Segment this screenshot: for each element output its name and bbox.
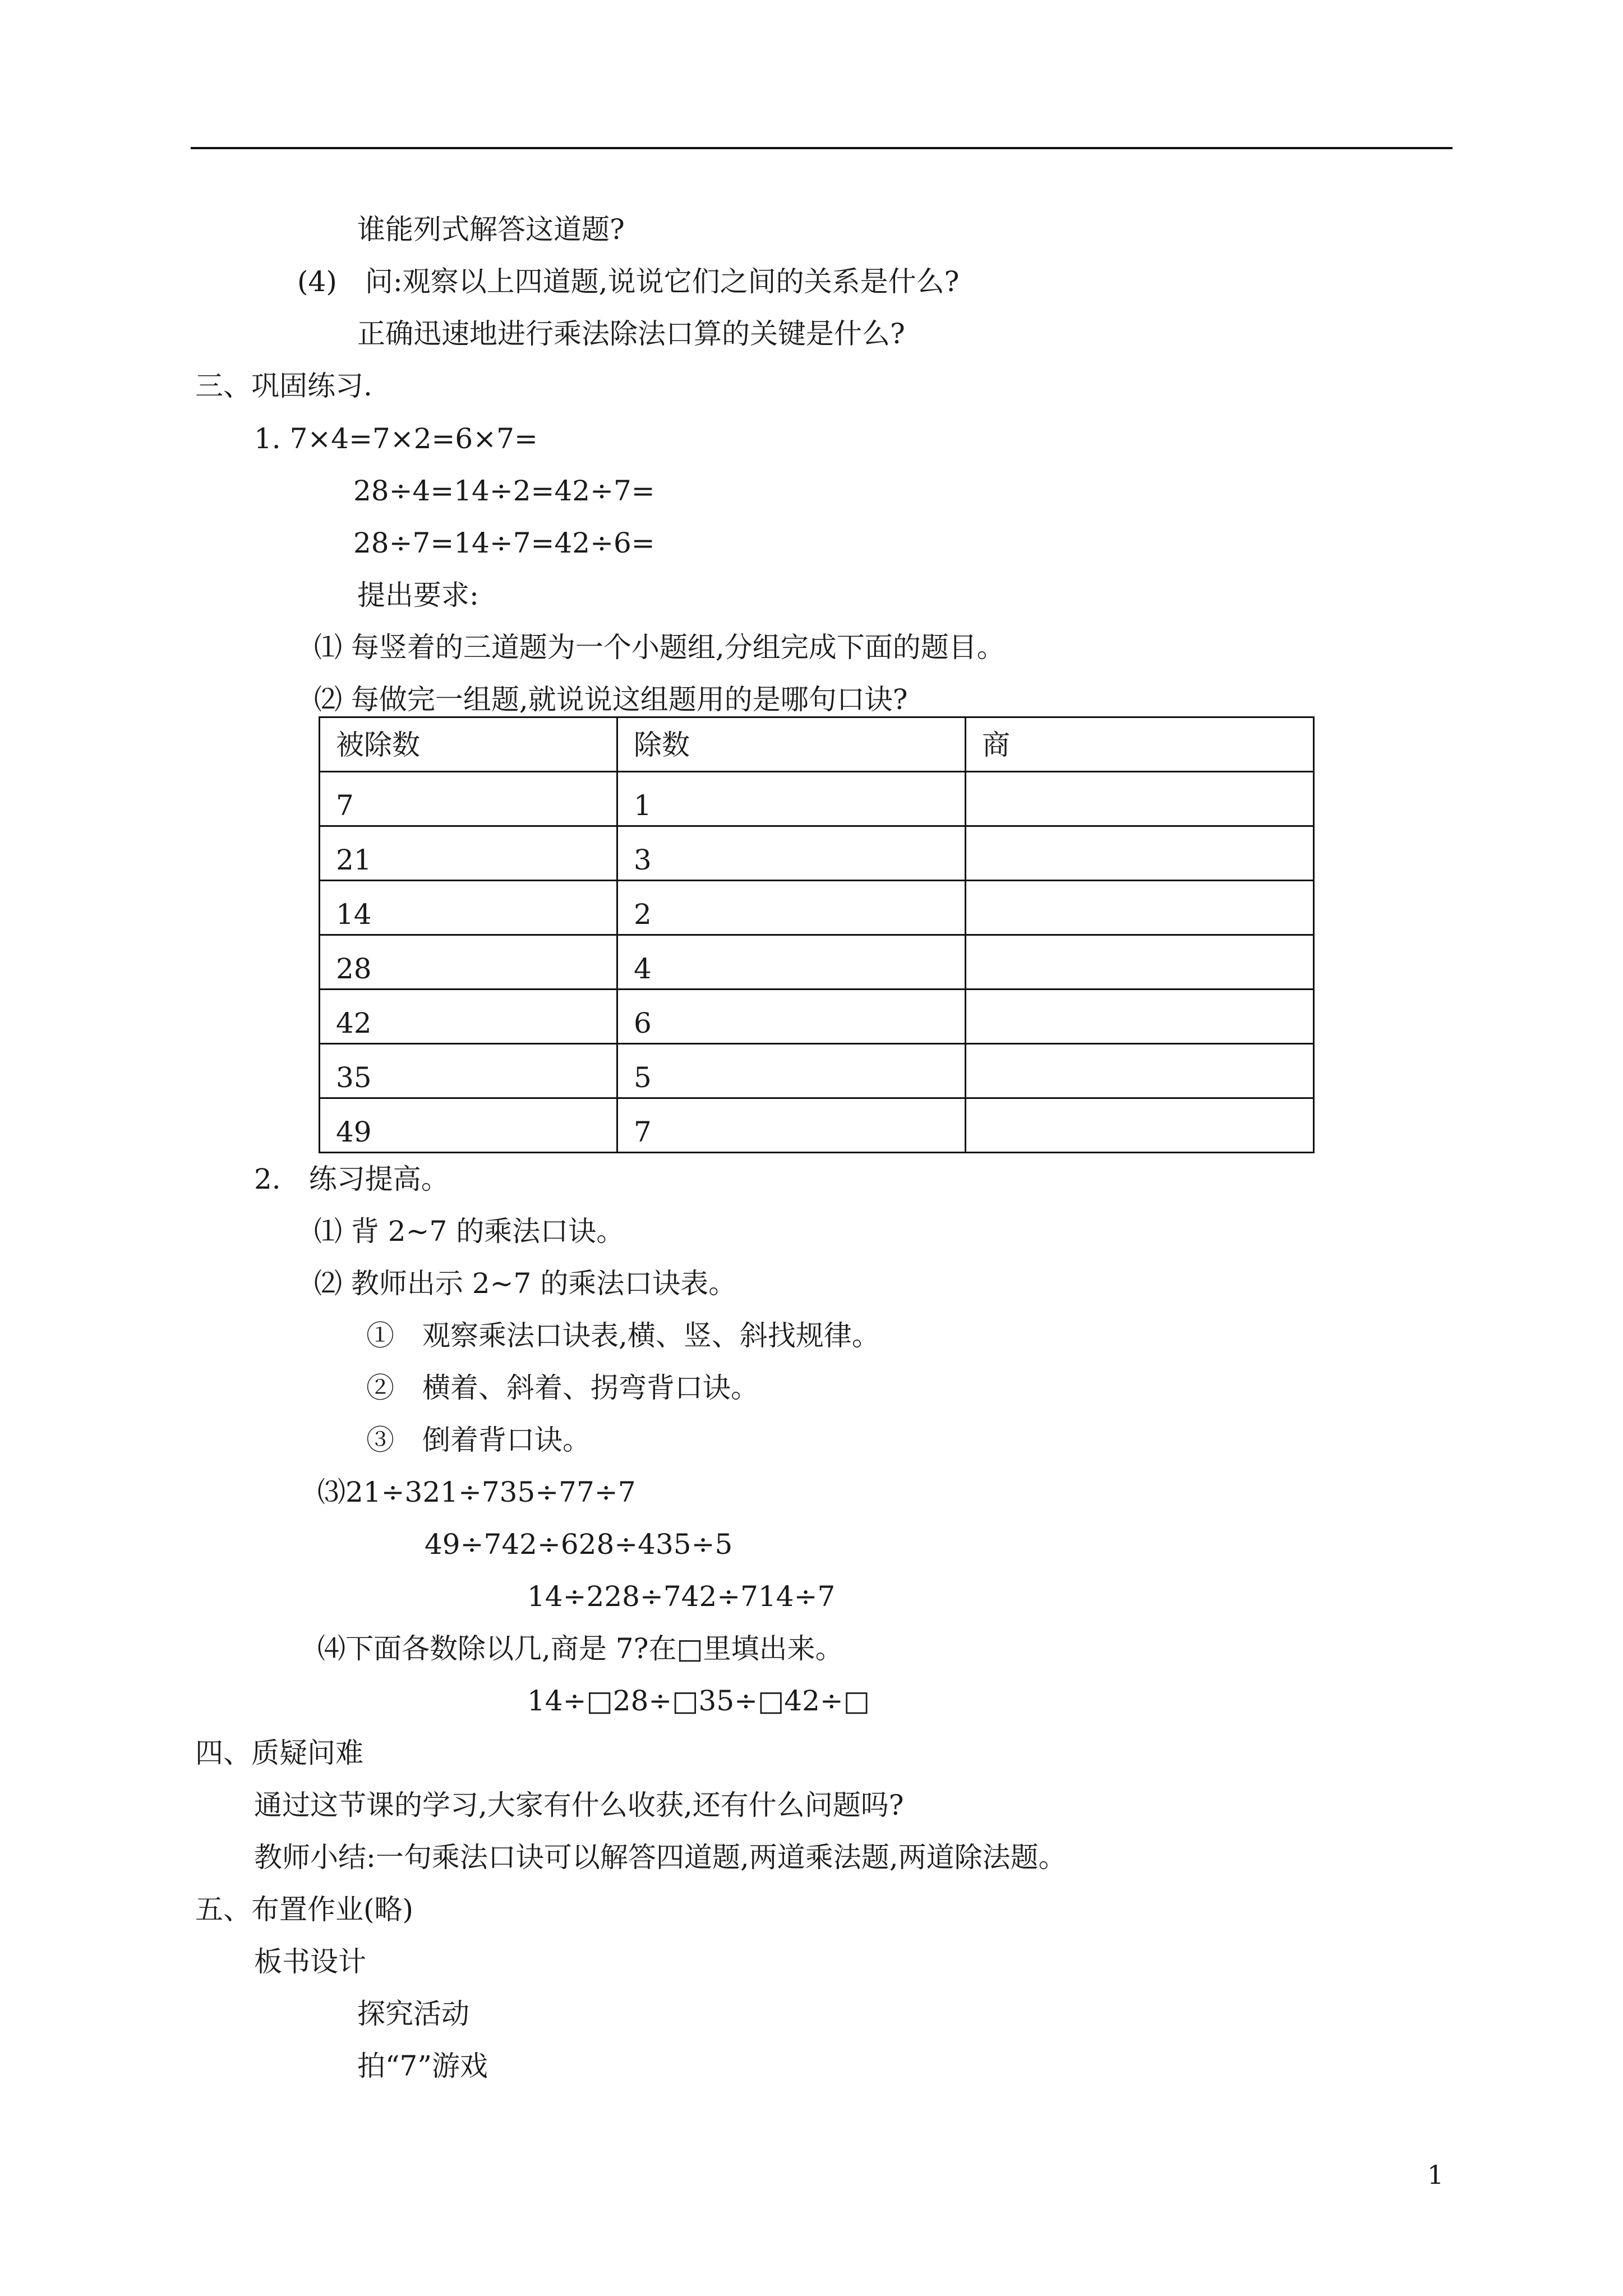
text-line: 谁能列式解答这道题? [357,213,625,246]
text-line: ⑴ 背 2~7 的乘法口诀。 [314,1215,625,1248]
text-line: 板书设计 [254,1945,366,1978]
header-rule [191,147,1453,149]
page-number: 1 [1427,2160,1444,2190]
section-heading: 三、巩固练习. [195,370,372,402]
table-cell: 35 [320,1044,617,1098]
text-line: (4) 问:观察以上四道题,说说它们之间的关系是什么? [297,265,960,298]
table-cell: 3 [617,826,966,881]
table-cell: 7 [320,772,617,826]
table-row [320,935,1314,990]
table-cell: 4 [617,935,966,990]
text-line: 2. 练习提高。 [254,1163,449,1195]
table-cell [966,881,1314,935]
text-line: 教师小结:一句乘法口诀可以解答四道题,两道乘法题,两道除法题。 [254,1841,1067,1874]
column-header: 除数 [617,717,966,772]
table-row [320,826,1314,881]
table-cell [966,772,1314,826]
text-line: 1. 7×4=7×2=6×7= [254,422,538,455]
text-line: 28÷7=14÷7=42÷6= [353,527,655,559]
section-heading: 五、布置作业(略) [195,1893,414,1926]
text-line: ⑷下面各数除以几,商是 7?在□里填出来。 [317,1632,843,1665]
table-cell: 14 [320,881,617,935]
table-row [320,772,1314,826]
text-line: 提出要求: [357,579,479,611]
table-cell: 6 [617,990,966,1044]
table-cell [966,935,1314,990]
text-line: 通过这节课的学习,大家有什么收获,还有什么问题吗? [254,1789,904,1821]
text-line: 探究活动 [357,1998,469,2030]
table-row [320,990,1314,1044]
table-cell: 49 [320,1098,617,1153]
text-line: 拍“7”游戏 [357,2050,488,2082]
division-table [319,716,1315,1153]
table-row [320,1098,1314,1153]
text-line: ⑵ 教师出示 2~7 的乘法口诀表。 [314,1267,737,1300]
table-row [320,881,1314,935]
text-line: 49÷742÷628÷435÷5 [425,1528,733,1561]
table-cell: 42 [320,990,617,1044]
table-cell: 2 [617,881,966,935]
table-cell: 5 [617,1044,966,1098]
text-line: 28÷4=14÷2=42÷7= [353,475,655,507]
column-header: 被除数 [320,717,617,772]
text-line: 14÷228÷742÷714÷7 [527,1580,836,1613]
section-heading: 四、质疑问难 [195,1737,363,1769]
table-cell: 1 [617,772,966,826]
text-line: ⑴ 每竖着的三道题为一个小题组,分组完成下面的题目。 [314,631,1005,664]
table-cell [966,826,1314,881]
table-cell [966,1098,1314,1153]
text-line: ① 观察乘法口诀表,横、竖、斜找规律。 [366,1319,880,1352]
text-line: 14÷□28÷□35÷□42÷□ [527,1685,870,1717]
table-cell: 7 [617,1098,966,1153]
text-line: ② 横着、斜着、拐弯背口诀。 [366,1372,759,1404]
table-cell: 21 [320,826,617,881]
text-line: ⑶21÷321÷735÷77÷7 [317,1476,636,1508]
table-cell: 28 [320,935,617,990]
text-line: ③ 倒着背口诀。 [366,1424,591,1456]
text-line: ⑵ 每做完一组题,就说说这组题用的是哪句口诀? [314,683,908,716]
table-row [320,1044,1314,1098]
table-cell [966,990,1314,1044]
table-header-row [320,717,1314,772]
column-header: 商 [966,717,1314,772]
text-line: 正确迅速地进行乘法除法口算的关键是什么? [357,318,905,350]
table-cell [966,1044,1314,1098]
